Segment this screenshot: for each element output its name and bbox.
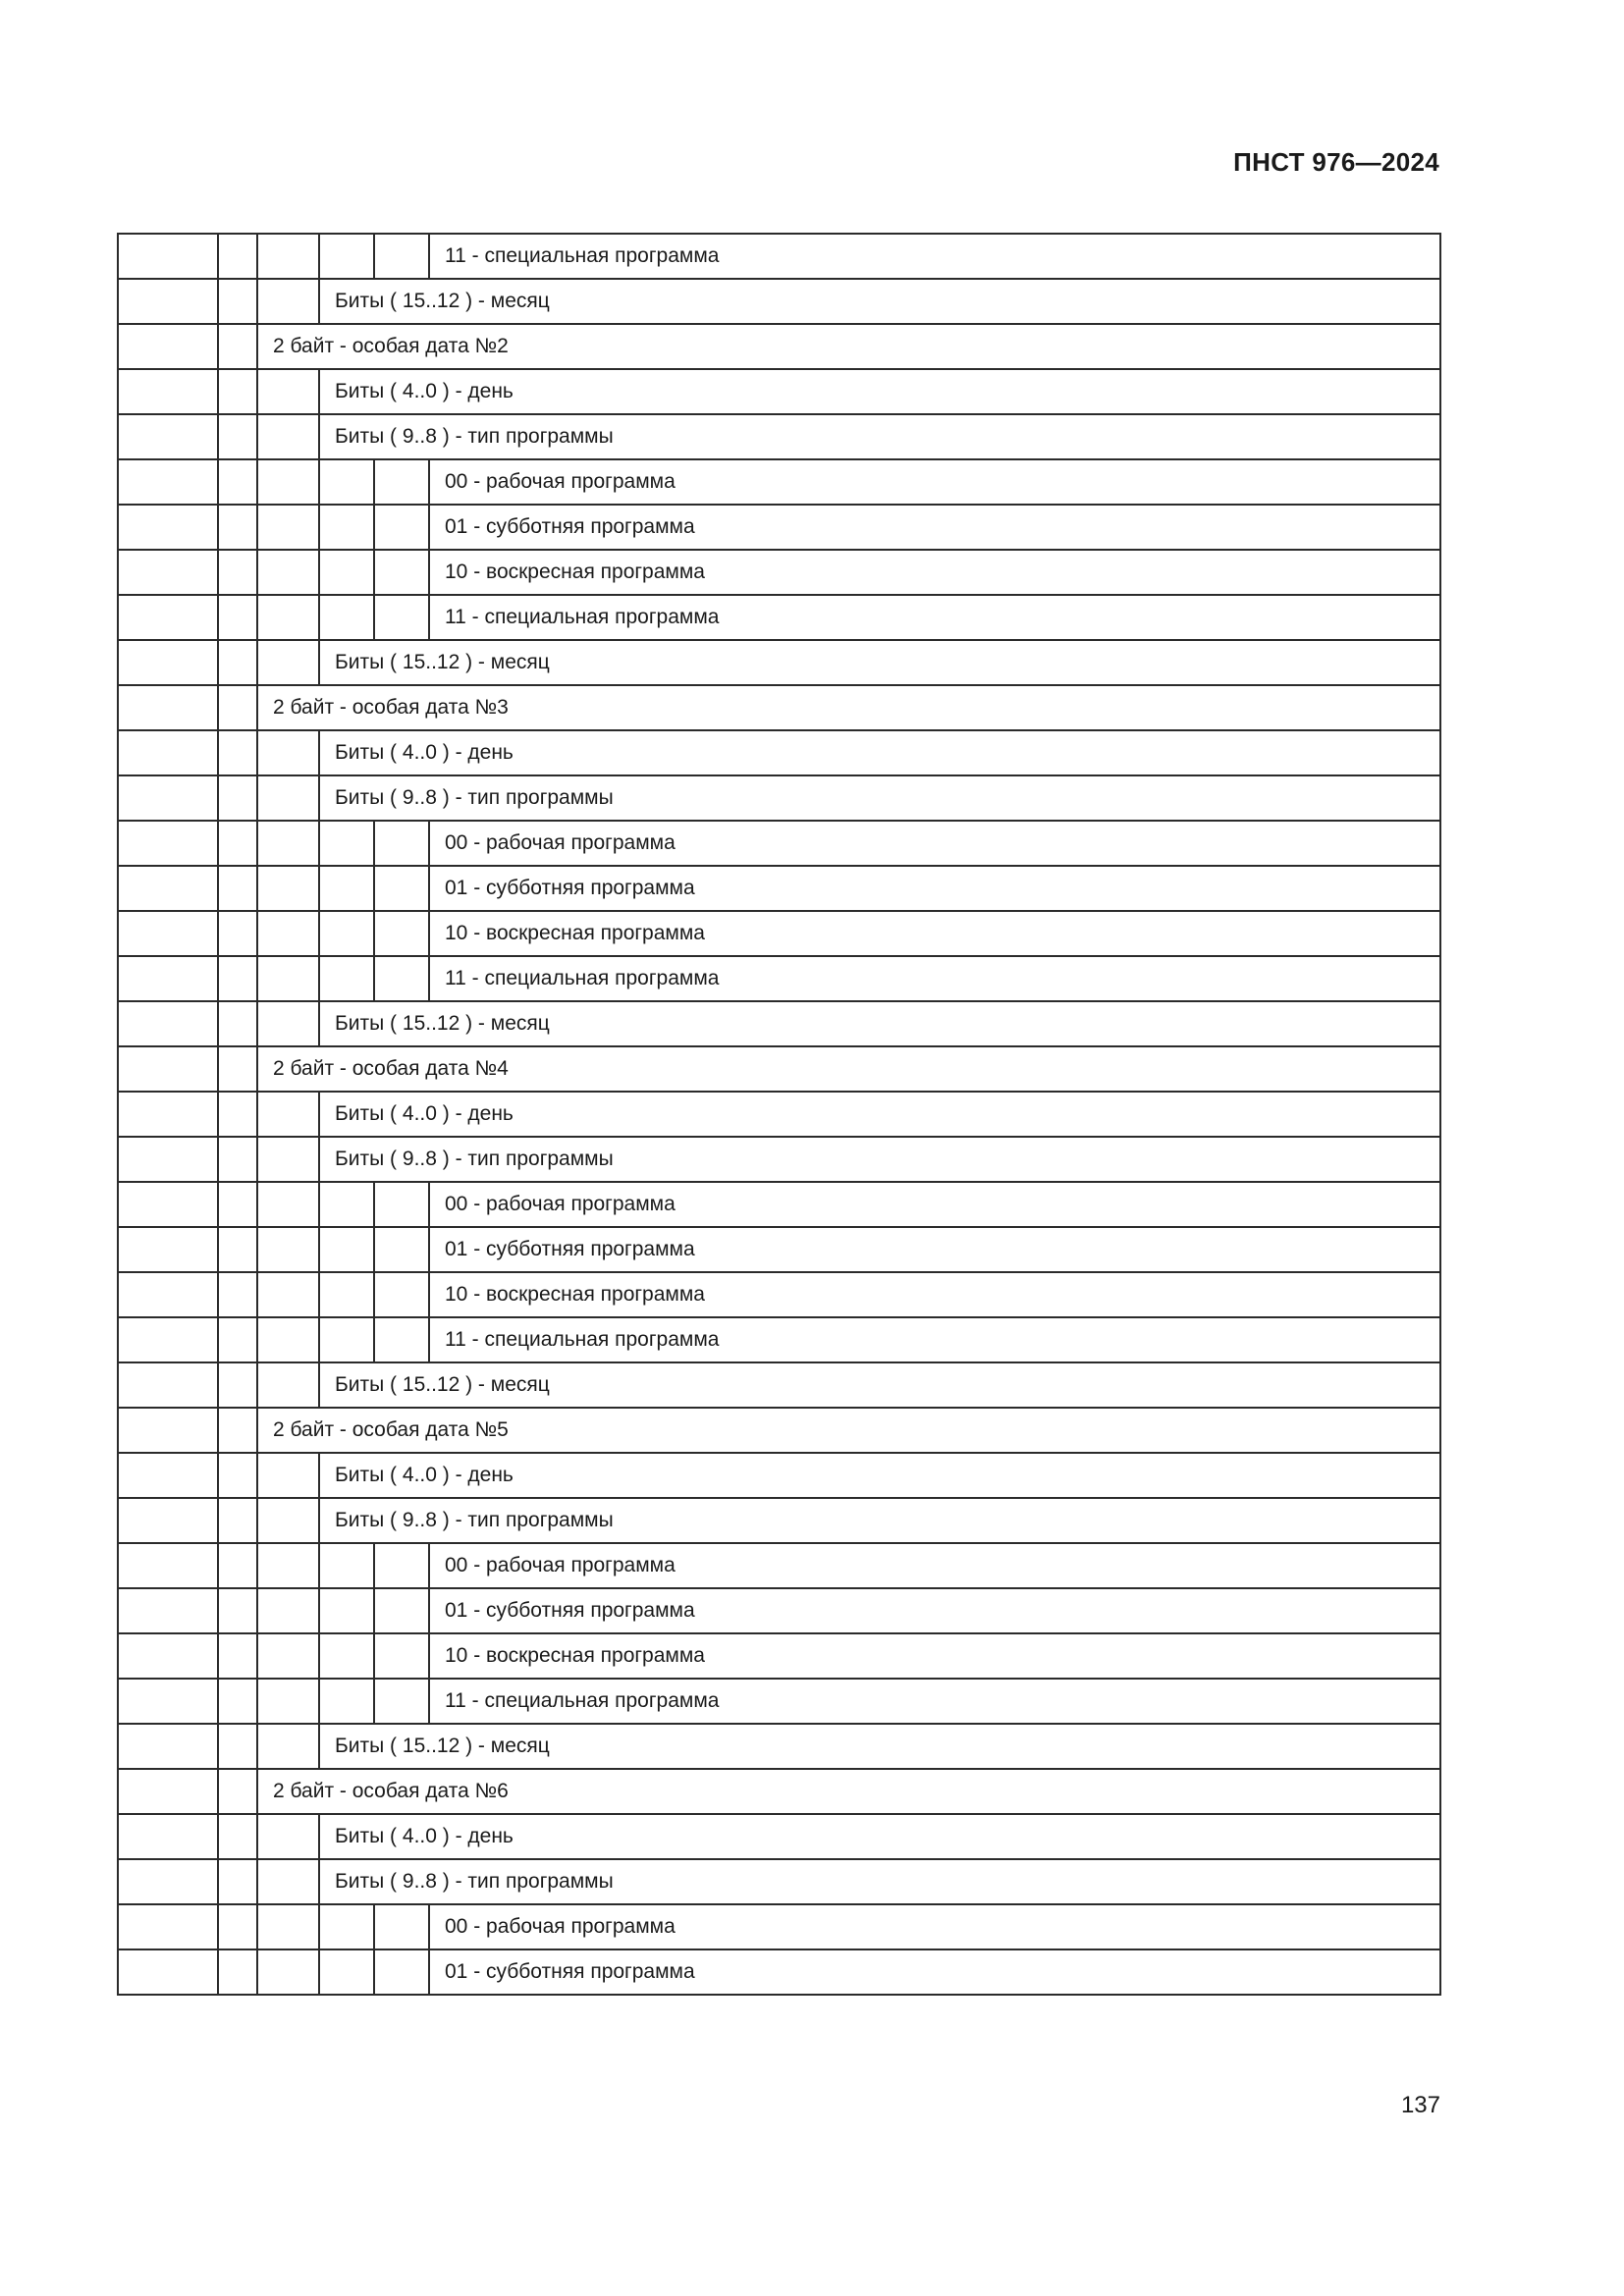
empty-cell bbox=[118, 1679, 218, 1724]
table-row bbox=[118, 1949, 1440, 1995]
empty-cell bbox=[374, 866, 429, 911]
empty-cell bbox=[319, 550, 374, 595]
empty-cell bbox=[218, 459, 257, 505]
empty-cell bbox=[319, 821, 374, 866]
row-text-cell: 00 - рабочая программа bbox=[429, 1904, 1440, 1949]
table-row bbox=[118, 1182, 1440, 1227]
row-text-cell: Биты ( 15..12 ) - месяц bbox=[319, 640, 1440, 685]
table-row bbox=[118, 866, 1440, 911]
empty-cell bbox=[118, 1408, 218, 1453]
table-row bbox=[118, 1227, 1440, 1272]
empty-cell bbox=[257, 1724, 319, 1769]
table-row bbox=[118, 1904, 1440, 1949]
empty-cell bbox=[374, 505, 429, 550]
row-text-cell: 01 - субботняя программа bbox=[429, 1949, 1440, 1995]
row-text-cell: 00 - рабочая программа bbox=[429, 459, 1440, 505]
empty-cell bbox=[218, 1498, 257, 1543]
empty-cell bbox=[319, 1679, 374, 1724]
empty-cell bbox=[218, 640, 257, 685]
empty-cell bbox=[218, 234, 257, 279]
empty-cell bbox=[118, 685, 218, 730]
empty-cell bbox=[118, 1543, 218, 1588]
empty-cell bbox=[218, 595, 257, 640]
table-row bbox=[118, 1769, 1440, 1814]
empty-cell bbox=[218, 821, 257, 866]
empty-cell bbox=[218, 414, 257, 459]
empty-cell bbox=[257, 1001, 319, 1046]
row-text-cell: Биты ( 4..0 ) - день bbox=[319, 369, 1440, 414]
row-text-cell: Биты ( 4..0 ) - день bbox=[319, 1453, 1440, 1498]
empty-cell bbox=[218, 956, 257, 1001]
empty-cell bbox=[257, 956, 319, 1001]
empty-cell bbox=[118, 730, 218, 775]
table-row bbox=[118, 1046, 1440, 1092]
empty-cell bbox=[118, 1227, 218, 1272]
row-text-cell: 10 - воскресная программа bbox=[429, 1272, 1440, 1317]
row-text-cell: Биты ( 9..8 ) - тип программы bbox=[319, 1859, 1440, 1904]
row-text-cell: 11 - специальная программа bbox=[429, 595, 1440, 640]
page-number: 137 bbox=[1400, 2092, 1440, 2118]
empty-cell bbox=[257, 1949, 319, 1995]
empty-cell bbox=[118, 1362, 218, 1408]
empty-cell bbox=[218, 1633, 257, 1679]
empty-cell bbox=[257, 1904, 319, 1949]
empty-cell bbox=[374, 1679, 429, 1724]
empty-cell bbox=[257, 505, 319, 550]
empty-cell bbox=[118, 866, 218, 911]
table-row bbox=[118, 234, 1440, 279]
table-row bbox=[118, 1633, 1440, 1679]
empty-cell bbox=[319, 911, 374, 956]
row-text-cell: 2 байт - особая дата №6 bbox=[257, 1769, 1440, 1814]
empty-cell bbox=[374, 911, 429, 956]
empty-cell bbox=[118, 775, 218, 821]
empty-cell bbox=[257, 775, 319, 821]
empty-cell bbox=[257, 279, 319, 324]
empty-cell bbox=[218, 1317, 257, 1362]
empty-cell bbox=[257, 1137, 319, 1182]
table-row bbox=[118, 1588, 1440, 1633]
empty-cell bbox=[374, 956, 429, 1001]
table-row bbox=[118, 279, 1440, 324]
table-row bbox=[118, 1814, 1440, 1859]
empty-cell bbox=[257, 595, 319, 640]
table-row bbox=[118, 640, 1440, 685]
table-row bbox=[118, 459, 1440, 505]
row-text-cell: Биты ( 9..8 ) - тип программы bbox=[319, 1498, 1440, 1543]
table-row bbox=[118, 1543, 1440, 1588]
empty-cell bbox=[118, 1949, 218, 1995]
empty-cell bbox=[218, 1227, 257, 1272]
empty-cell bbox=[118, 1046, 218, 1092]
empty-cell bbox=[118, 369, 218, 414]
row-text-cell: 2 байт - особая дата №3 bbox=[257, 685, 1440, 730]
empty-cell bbox=[257, 1633, 319, 1679]
empty-cell bbox=[319, 1633, 374, 1679]
row-text-cell: Биты ( 4..0 ) - день bbox=[319, 1092, 1440, 1137]
row-text-cell: Биты ( 9..8 ) - тип программы bbox=[319, 1137, 1440, 1182]
empty-cell bbox=[257, 1362, 319, 1408]
bit-field-table bbox=[117, 233, 1441, 1996]
empty-cell bbox=[257, 1182, 319, 1227]
empty-cell bbox=[218, 1137, 257, 1182]
empty-cell bbox=[257, 1679, 319, 1724]
empty-cell bbox=[319, 505, 374, 550]
empty-cell bbox=[218, 1949, 257, 1995]
empty-cell bbox=[319, 1182, 374, 1227]
empty-cell bbox=[218, 775, 257, 821]
empty-cell bbox=[218, 1679, 257, 1724]
row-text-cell: 11 - специальная программа bbox=[429, 1317, 1440, 1362]
table-row bbox=[118, 1679, 1440, 1724]
empty-cell bbox=[218, 1859, 257, 1904]
empty-cell bbox=[218, 1588, 257, 1633]
empty-cell bbox=[257, 234, 319, 279]
empty-cell bbox=[118, 1182, 218, 1227]
row-text-cell: Биты ( 4..0 ) - день bbox=[319, 730, 1440, 775]
empty-cell bbox=[257, 1453, 319, 1498]
empty-cell bbox=[218, 1769, 257, 1814]
empty-cell bbox=[218, 1904, 257, 1949]
table-row bbox=[118, 775, 1440, 821]
row-text-cell: 10 - воскресная программа bbox=[429, 1633, 1440, 1679]
empty-cell bbox=[257, 459, 319, 505]
row-text-cell: Биты ( 4..0 ) - день bbox=[319, 1814, 1440, 1859]
empty-cell bbox=[118, 459, 218, 505]
table-row bbox=[118, 1137, 1440, 1182]
empty-cell bbox=[218, 550, 257, 595]
empty-cell bbox=[319, 1543, 374, 1588]
empty-cell bbox=[118, 1633, 218, 1679]
empty-cell bbox=[257, 550, 319, 595]
table-row bbox=[118, 550, 1440, 595]
row-text-cell: 2 байт - особая дата №5 bbox=[257, 1408, 1440, 1453]
empty-cell bbox=[319, 1227, 374, 1272]
empty-cell bbox=[118, 1001, 218, 1046]
empty-cell bbox=[319, 595, 374, 640]
empty-cell bbox=[374, 1543, 429, 1588]
table-row bbox=[118, 1498, 1440, 1543]
empty-cell bbox=[319, 1904, 374, 1949]
empty-cell bbox=[218, 1408, 257, 1453]
empty-cell bbox=[218, 911, 257, 956]
row-text-cell: 01 - субботняя программа bbox=[429, 505, 1440, 550]
empty-cell bbox=[319, 1317, 374, 1362]
empty-cell bbox=[118, 324, 218, 369]
empty-cell bbox=[118, 595, 218, 640]
empty-cell bbox=[218, 324, 257, 369]
empty-cell bbox=[374, 1272, 429, 1317]
empty-cell bbox=[319, 459, 374, 505]
empty-cell bbox=[319, 234, 374, 279]
empty-cell bbox=[118, 279, 218, 324]
row-text-cell: 2 байт - особая дата №2 bbox=[257, 324, 1440, 369]
empty-cell bbox=[218, 1001, 257, 1046]
empty-cell bbox=[118, 1724, 218, 1769]
empty-cell bbox=[118, 234, 218, 279]
empty-cell bbox=[374, 1904, 429, 1949]
empty-cell bbox=[118, 1137, 218, 1182]
empty-cell bbox=[257, 1317, 319, 1362]
empty-cell bbox=[218, 279, 257, 324]
empty-cell bbox=[319, 1588, 374, 1633]
table-row bbox=[118, 1272, 1440, 1317]
empty-cell bbox=[218, 369, 257, 414]
empty-cell bbox=[319, 1272, 374, 1317]
empty-cell bbox=[374, 550, 429, 595]
empty-cell bbox=[257, 1272, 319, 1317]
row-text-cell: 10 - воскресная программа bbox=[429, 550, 1440, 595]
empty-cell bbox=[319, 956, 374, 1001]
empty-cell bbox=[319, 1949, 374, 1995]
row-text-cell: 00 - рабочая программа bbox=[429, 821, 1440, 866]
empty-cell bbox=[118, 1453, 218, 1498]
table-row bbox=[118, 1859, 1440, 1904]
table-row bbox=[118, 730, 1440, 775]
table-row bbox=[118, 595, 1440, 640]
empty-cell bbox=[257, 730, 319, 775]
table-row bbox=[118, 1453, 1440, 1498]
table-row bbox=[118, 1001, 1440, 1046]
row-text-cell: 2 байт - особая дата №4 bbox=[257, 1046, 1440, 1092]
row-text-cell: Биты ( 15..12 ) - месяц bbox=[319, 279, 1440, 324]
empty-cell bbox=[218, 730, 257, 775]
empty-cell bbox=[118, 956, 218, 1001]
empty-cell bbox=[218, 1453, 257, 1498]
empty-cell bbox=[257, 821, 319, 866]
empty-cell bbox=[257, 911, 319, 956]
empty-cell bbox=[374, 1949, 429, 1995]
row-text-cell: Биты ( 15..12 ) - месяц bbox=[319, 1001, 1440, 1046]
row-text-cell: 10 - воскресная программа bbox=[429, 911, 1440, 956]
empty-cell bbox=[257, 1588, 319, 1633]
table-row bbox=[118, 505, 1440, 550]
empty-cell bbox=[218, 1046, 257, 1092]
table-row bbox=[118, 956, 1440, 1001]
empty-cell bbox=[374, 459, 429, 505]
row-text-cell: 01 - субботняя программа bbox=[429, 866, 1440, 911]
row-text-cell: Биты ( 15..12 ) - месяц bbox=[319, 1724, 1440, 1769]
empty-cell bbox=[319, 866, 374, 911]
empty-cell bbox=[118, 911, 218, 956]
empty-cell bbox=[118, 1769, 218, 1814]
table-row bbox=[118, 1362, 1440, 1408]
empty-cell bbox=[374, 1182, 429, 1227]
row-text-cell: 11 - специальная программа bbox=[429, 956, 1440, 1001]
empty-cell bbox=[374, 821, 429, 866]
empty-cell bbox=[218, 1814, 257, 1859]
empty-cell bbox=[118, 821, 218, 866]
empty-cell bbox=[118, 640, 218, 685]
empty-cell bbox=[218, 866, 257, 911]
empty-cell bbox=[257, 1498, 319, 1543]
empty-cell bbox=[257, 1814, 319, 1859]
empty-cell bbox=[374, 595, 429, 640]
empty-cell bbox=[257, 866, 319, 911]
empty-cell bbox=[257, 1227, 319, 1272]
table-row bbox=[118, 369, 1440, 414]
table-row bbox=[118, 1092, 1440, 1137]
empty-cell bbox=[218, 1724, 257, 1769]
table-body bbox=[118, 234, 1440, 1995]
empty-cell bbox=[118, 1814, 218, 1859]
empty-cell bbox=[118, 1588, 218, 1633]
table-row bbox=[118, 1408, 1440, 1453]
empty-cell bbox=[218, 1362, 257, 1408]
empty-cell bbox=[257, 369, 319, 414]
empty-cell bbox=[257, 1092, 319, 1137]
row-text-cell: 00 - рабочая программа bbox=[429, 1543, 1440, 1588]
table-row bbox=[118, 821, 1440, 866]
empty-cell bbox=[118, 1859, 218, 1904]
empty-cell bbox=[118, 1272, 218, 1317]
empty-cell bbox=[118, 1092, 218, 1137]
row-text-cell: Биты ( 9..8 ) - тип программы bbox=[319, 414, 1440, 459]
empty-cell bbox=[118, 550, 218, 595]
row-text-cell: Биты ( 9..8 ) - тип программы bbox=[319, 775, 1440, 821]
empty-cell bbox=[218, 685, 257, 730]
document-code: ПНСТ 976—2024 bbox=[1233, 147, 1439, 177]
empty-cell bbox=[218, 1182, 257, 1227]
empty-cell bbox=[118, 1317, 218, 1362]
table-row bbox=[118, 911, 1440, 956]
empty-cell bbox=[257, 640, 319, 685]
table-row bbox=[118, 414, 1440, 459]
row-text-cell: 01 - субботняя программа bbox=[429, 1588, 1440, 1633]
table-row bbox=[118, 324, 1440, 369]
empty-cell bbox=[218, 505, 257, 550]
empty-cell bbox=[257, 1543, 319, 1588]
empty-cell bbox=[374, 1317, 429, 1362]
empty-cell bbox=[118, 1904, 218, 1949]
empty-cell bbox=[374, 1633, 429, 1679]
empty-cell bbox=[257, 414, 319, 459]
empty-cell bbox=[374, 234, 429, 279]
table-row bbox=[118, 1724, 1440, 1769]
empty-cell bbox=[218, 1092, 257, 1137]
empty-cell bbox=[118, 505, 218, 550]
table-row bbox=[118, 685, 1440, 730]
empty-cell bbox=[118, 1498, 218, 1543]
empty-cell bbox=[118, 414, 218, 459]
row-text-cell: 11 - специальная программа bbox=[429, 234, 1440, 279]
row-text-cell: Биты ( 15..12 ) - месяц bbox=[319, 1362, 1440, 1408]
row-text-cell: 01 - субботняя программа bbox=[429, 1227, 1440, 1272]
row-text-cell: 00 - рабочая программа bbox=[429, 1182, 1440, 1227]
empty-cell bbox=[374, 1227, 429, 1272]
empty-cell bbox=[218, 1543, 257, 1588]
empty-cell bbox=[374, 1588, 429, 1633]
table-row bbox=[118, 1317, 1440, 1362]
empty-cell bbox=[218, 1272, 257, 1317]
empty-cell bbox=[257, 1859, 319, 1904]
row-text-cell: 11 - специальная программа bbox=[429, 1679, 1440, 1724]
